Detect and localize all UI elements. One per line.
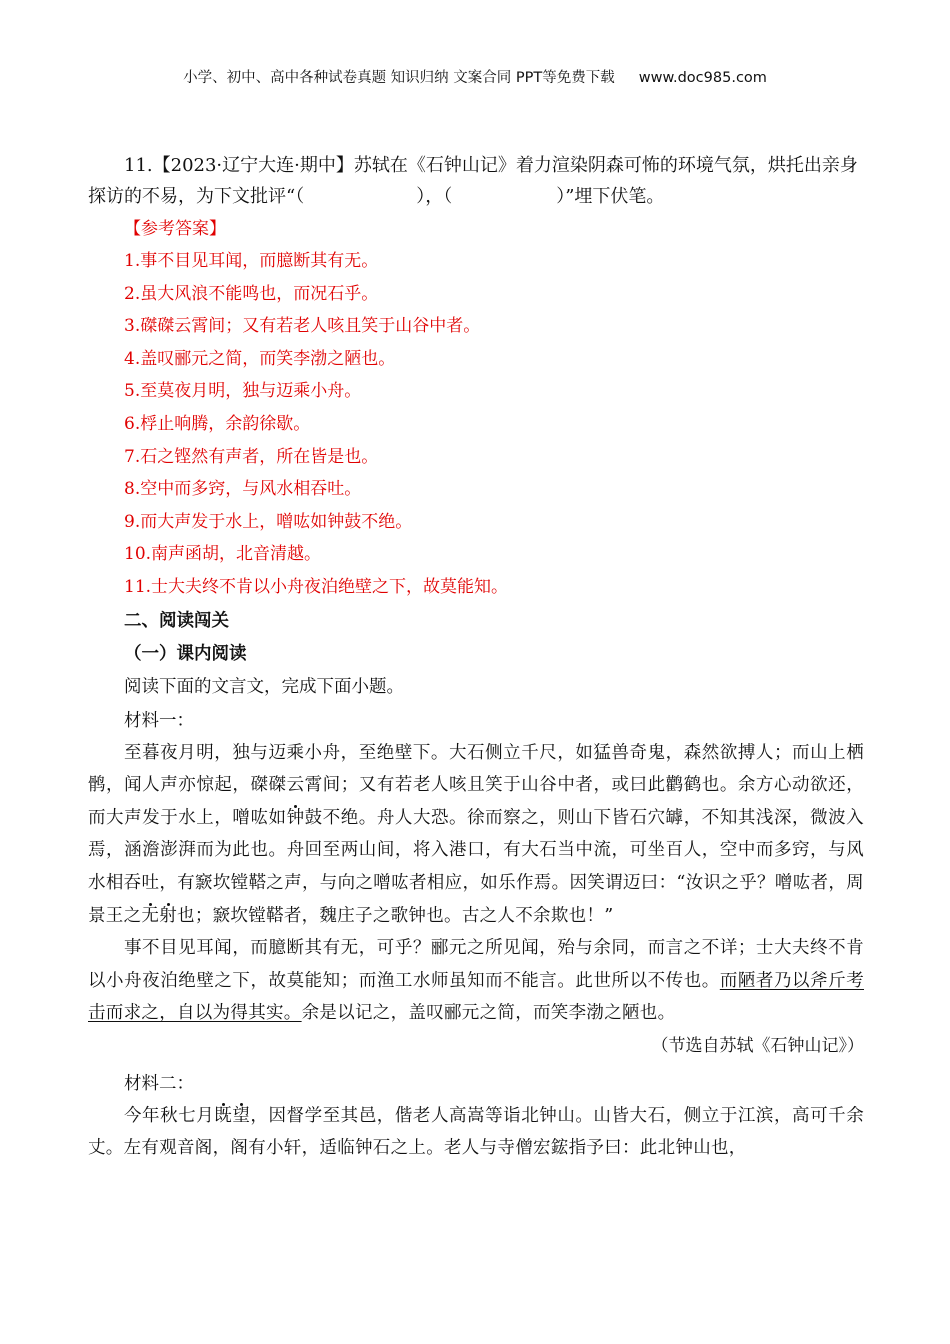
- material-1-title: 材料一：: [124, 710, 194, 731]
- emphasis-dot-char: 无: [141, 905, 160, 926]
- question-11: [88, 150, 864, 212]
- answer-item: 2.虽大风浪不能鸣也，而况石乎。: [124, 283, 379, 304]
- section-subtitle: （一）课内阅读: [124, 643, 247, 664]
- underlined-sentence: 而陋者乃以斧斤考击而求之，自以为得其实。: [88, 970, 864, 1024]
- text-run: ，因督学至其邑，偕老人高嵩等诣北钟山。山皆大石，侧立于江滨，高可千余丈。左有观音阁，阁有小轩，适临钟石之上。老人与寺僧宏鋐指予曰：此北钟山也，: [88, 1105, 864, 1159]
- question-text-a: 11.【2023·辽宁大连·期中】苏轼在《石钟山记》着力渲染阴森可怖的环境气氛，烘托出亲身探访的不易，为下文批评“（: [88, 155, 858, 207]
- section-title: 二、阅读闯关: [124, 610, 229, 631]
- text-run: 至暮夜月明，独与迈乘小舟，至绝壁下。大石侧立千尺，如猛兽奇鬼，森然欲搏人；而山上栖鹘，闻人声亦惊起，磔磔云霄间；又有若老人咳且笑于山谷中者，或曰此鹳鹤也。余方心动欲还，而大声发于水上，噌吰如: [88, 742, 864, 828]
- material-1-paragraph-2: [88, 932, 864, 1030]
- header-site-link[interactable]: www.doc985.com: [638, 70, 767, 86]
- material-2-title: 材料二：: [124, 1073, 194, 1094]
- answer-item: 11.士大夫终不肯以小舟夜泊绝壁之下，故莫能知。: [124, 576, 509, 597]
- question-text-b: ），（: [416, 186, 453, 207]
- emphasis-dot-char: 望: [232, 1105, 251, 1126]
- document-body: [88, 150, 864, 1165]
- material-2-paragraph-1: [88, 1100, 864, 1165]
- answer-item: 10.南声函胡，北音清越。: [124, 544, 322, 565]
- material-1-paragraph-1: [88, 737, 864, 933]
- text-run: 今年秋七月: [124, 1105, 215, 1126]
- text-run: 鼓不绝。舟人大恐。徐而察之，则山下皆石穴罅，不知其浅深，微波入焉，涵澹澎湃而为此也。舟回至两山间，将入港口，有大石当中流，可坐百人，空中而多窍，与风水相吞吐，有窾坎镗鞳之声，与向之噌吰者相应，如乐作焉。因笑谓迈曰：“汝识之乎？噌吰者，周景王之: [88, 807, 864, 926]
- answer-label: 【参考答案】: [124, 219, 226, 239]
- text-run: 余是以记之，盖叹郦元之简，而笑李渤之陋也。: [301, 1003, 676, 1024]
- emphasis-dot-char: 射: [159, 905, 178, 926]
- answer-item: 3.磔磔云霄间；又有若老人咳且笑于山谷中者。: [124, 316, 481, 337]
- emphasis-dot-char: 钟: [286, 807, 305, 828]
- answer-item: 8.空中而多窍，与风水相吞吐。: [124, 479, 362, 500]
- emphasis-dot-char: 既: [214, 1105, 233, 1126]
- answer-item: 6.桴止响腾，余韵徐歇。: [124, 413, 311, 434]
- answer-item: 7.石之铿然有声者，所在皆是也。: [124, 446, 379, 467]
- answer-item: 5.至莫夜月明，独与迈乘小舟。: [124, 381, 362, 402]
- answer-item: 1.事不目见耳闻，而臆断其有无。: [124, 251, 379, 271]
- text-run: 也；窾坎镗鞳者，魏庄子之歌钟也。古之人不余欺也！”: [177, 905, 614, 926]
- text-run: 事不目见耳闻，而臆断其有无，可乎？郦元之所见闻，殆与余同，而言之不详；士大夫终不肯以小舟夜泊绝壁之下，故莫能知；而渔工水师虽知而不能言。此世所以不传也。: [88, 938, 864, 991]
- header-text: 小学、初中、高中各种试卷真题 知识归纳 文案合同 PPT等免费下载: [183, 70, 615, 86]
- answer-item: 9.而大声发于水上，噌吰如钟鼓不绝。: [124, 511, 413, 532]
- page-header: [0, 66, 950, 87]
- instruction: 阅读下面的文言文，完成下面小题。: [124, 676, 404, 697]
- answer-item: 4.盖叹郦元之简，而笑李渤之陋也。: [124, 348, 396, 369]
- question-text-c: ）”埋下伏笔。: [556, 186, 665, 207]
- material-1-source: （节选自苏轼《石钟山记》）: [651, 1035, 864, 1056]
